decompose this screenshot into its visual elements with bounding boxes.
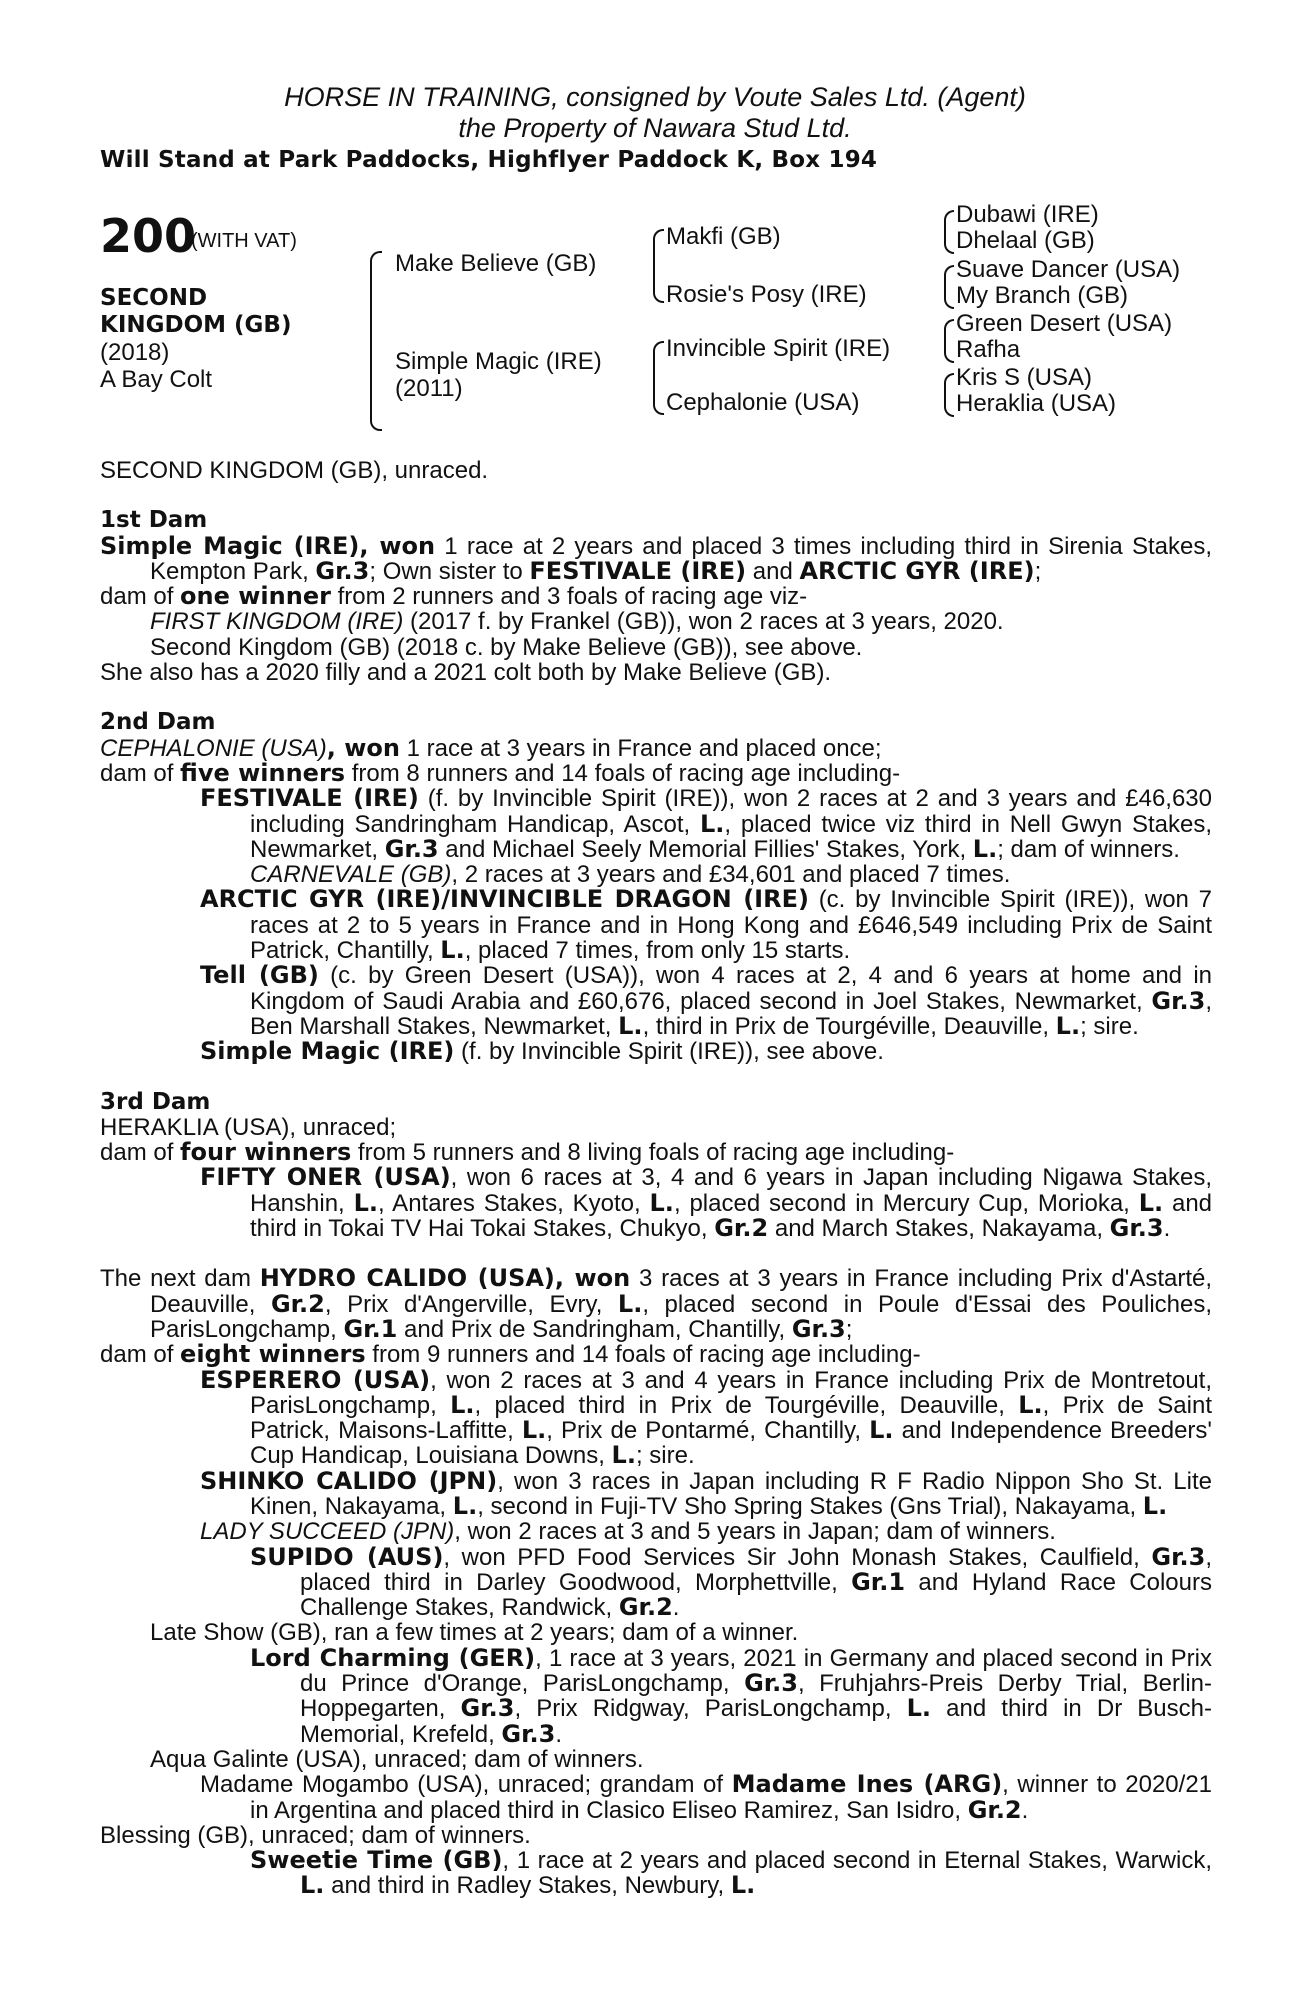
pedigree-dam-sire: Invincible Spirit (IRE) (666, 335, 891, 362)
produce-blessing: Blessing (GB), unraced; dam of winners. (100, 1821, 531, 1849)
pedigree-sds: Suave Dancer (USA) (956, 256, 1181, 283)
produce-arctic-gyr: ARCTIC GYR (IRE)/INVINCIBLE DRAGON (IRE) (c. by Invincible Spirit (IRE)), won 7 races at 2 to 5 years in France and in Hong Kong and £646,549 including Prix de Saint Patrick, Chantilly, L., placed 7 times, from only 15 starts. (200, 885, 1212, 965)
bracket-gen1 (370, 251, 382, 431)
second-dam-heading: 2nd Dam (100, 709, 216, 736)
third-dam-record: HERAKLIA (USA), unraced; (100, 1113, 397, 1141)
horse-name-line1: SECOND (100, 285, 208, 311)
produce-tell: Tell (GB) (c. by Green Desert (USA)), won 4 races at 2, 4 and 6 years at home and in Kingdom of Saudi Arabia and £60,676, placed second in Joel Stakes, Newmarket, Gr.3, Ben Marshall Stakes, Newmarket, L., third in Prix de Tourgéville, Deauville, L.; sire. (200, 961, 1212, 1040)
first-dam-heading: 1st Dam (100, 507, 208, 534)
third-dam-produce-summary: dam of four winners from 5 runners and 8 living foals of racing age including- (100, 1138, 955, 1167)
pedigree-sss: Dubawi (IRE) (956, 201, 1099, 228)
produce-lady-succeed: LADY SUCCEED (JPN), won 2 races at 3 and 5 years in Japan; dam of winners. (200, 1518, 1056, 1546)
pedigree-dam-year: (2011) (395, 375, 463, 402)
first-dam-record: Simple Magic (IRE), won 1 race at 2 years and placed 3 times including third in Sirenia Stakes, Kempton Park, Gr.3; Own sister to FESTIVALE (IRE) and ARCTIC GYR (IRE); (100, 531, 1212, 585)
stand-location: Will Stand at Park Paddocks, Highflyer Paddock K, Box 194 (100, 147, 878, 173)
produce-late-show: Late Show (GB), ran a few times at 2 years; dam of a winner. (150, 1619, 799, 1647)
bracket-gen2-sire (653, 229, 664, 303)
produce-festivale: FESTIVALE (IRE) (f. by Invincible Spirit (IRE)), won 2 races at 2 and 3 years and £46,630 including Sandringham Handicap, Ascot, L., placed twice viz third in Nell Gwyn Stakes, Newmarket, Gr.3 and Michael Seely Memorial Fillies' Stakes, York, L.; dam of winners. (200, 784, 1212, 863)
produce-lord-charming: Lord Charming (GER), 1 race at 3 years, 2021 in Germany and placed second in Prix du Prince d'Orange, ParisLongchamp, Gr.3, Fruhjahrs-Preis Derby Trial, Berlin-Hoppegarten, Gr.3, Prix Ridgway, ParisLongchamp, L. and third in Dr Busch-Memorial, Krefeld, Gr.3. (250, 1643, 1213, 1748)
produce-simple-magic: Simple Magic (IRE) (f. by Invincible Spirit (IRE)), see above. (200, 1037, 884, 1066)
produce-first-kingdom: FIRST KINGDOM (IRE) (2017 f. by Frankel (GB)), won 2 races at 3 years, 2020. (150, 608, 1004, 636)
pedigree-sire-dam: Rosie's Posy (IRE) (666, 281, 867, 308)
third-dam-heading: 3rd Dam (100, 1088, 211, 1115)
second-dam-record: CEPHALONIE (USA), won 1 race at 3 years in France and placed once; (100, 733, 882, 762)
property-line: the Property of Nawara Stud Ltd. (458, 113, 852, 143)
pedigree-ddd: Heraklia (USA) (956, 390, 1117, 417)
produce-sweetie-time: Sweetie Time (GB), 1 race at 2 years and placed second in Eternal Stakes, Warwick, L. and third in Radley Stakes, Newbury, L. (250, 1846, 1212, 1900)
pedigree-ssd: Dhelaal (GB) (956, 227, 1095, 254)
produce-aqua-galinte: Aqua Galinte (USA), unraced; dam of winners. (150, 1745, 644, 1773)
consignor-line: HORSE IN TRAINING, consigned by Voute Sales Ltd. (Agent) (284, 82, 1026, 112)
first-dam-produce-summary: dam of one winner from 2 runners and 3 foals of racing age viz- (100, 582, 808, 611)
pedigree-dss: Green Desert (USA) (956, 310, 1173, 337)
produce-record (100, 458, 1212, 1899)
produce-supido: SUPIDO (AUS), won PFD Food Services Sir John Monash Stakes, Caulfield, Gr.3, placed third in Darley Goodwood, Morphettville, Gr.1 and Hyland Race Colours Challenge Stakes, Randwick, Gr.2. (250, 1542, 1212, 1622)
vat-note: (WITH VAT) (191, 230, 297, 252)
produce-second-kingdom: Second Kingdom (GB) (2018 c. by Make Believe (GB)), see above. (150, 633, 863, 661)
intro-line: SECOND KINGDOM (GB), unraced. (100, 457, 489, 484)
bracket-gen3-1 (944, 210, 954, 254)
produce-shinko-calido: SHINKO CALIDO (JPN), won 3 races in Japan including R F Radio Nippon Sho St. Lite Kinen, Nakayama, L., second in Fuji-TV Sho Spring Stakes (Gns Trial), Nakayama, L. (200, 1466, 1213, 1520)
next-dam-record: The next dam HYDRO CALIDO (USA), won 3 races at 3 years in France including Prix d'Astarté, Deauville, Gr.2, Prix d'Angerville, Evry, L., placed second in Poule d'Essai des Pouliches, ParisLongchamp, Gr.1 and Prix de Sandringham, Chantilly, Gr.3; (100, 1264, 1213, 1343)
produce-fifty-oner: FIFTY ONER (USA), won 6 races at 3, 4 and 6 years in Japan including Nigawa Stakes, Hanshin, L., Antares Stakes, Kyoto, L., placed second in Mercury Cup, Morioka, L. and third in Tokai TV Hai Tokai Stakes, Chukyo, Gr.2 and March Stakes, Nakayama, Gr.3. (200, 1163, 1213, 1243)
lot-number: 200 (100, 209, 197, 263)
pedigree-sire-sire: Makfi (GB) (666, 223, 781, 250)
bracket-gen3-2 (944, 265, 954, 309)
pedigree-dds: Kris S (USA) (956, 364, 1093, 391)
next-dam-produce-summary: dam of eight winners from 9 runners and 14 foals of racing age including- (100, 1340, 921, 1369)
catalogue-page (100, 82, 1210, 445)
bracket-gen3-4 (944, 373, 954, 417)
produce-esperero: ESPERERO (USA), won 2 races at 3 and 4 years in France including Prix de Montretout, ParisLongchamp, L., placed third in Prix de Tourgéville, Deauville, L., Prix de Saint Patrick, Maisons-Laffitte, L., Prix de Pontarmé, Chantilly, L. and Independence Breeders' Cup Handicap, Louisiana Downs, L.; sire. (200, 1365, 1212, 1470)
produce-carnevale: CARNEVALE (GB), 2 races at 3 years and £34,601 and placed 7 times. (250, 861, 1011, 889)
first-dam-also: She also has a 2020 filly and a 2021 colt both by Make Believe (GB). (100, 659, 832, 687)
bracket-gen3-3 (944, 319, 954, 363)
pedigree-dam: Simple Magic (IRE) (395, 348, 602, 375)
pedigree-dsd: Rafha (956, 336, 1021, 363)
horse-year: (2018) (100, 339, 170, 366)
horse-info (100, 285, 291, 393)
horse-desc: A Bay Colt (100, 366, 213, 393)
pedigree-table (100, 201, 1210, 445)
pedigree-dam-dam: Cephalonie (USA) (666, 389, 860, 416)
bracket-gen2-dam (653, 341, 664, 415)
horse-name-line2: KINGDOM (GB) (100, 312, 292, 338)
pedigree-sdd: My Branch (GB) (956, 282, 1129, 309)
produce-madame-mogambo: Madame Mogambo (USA), unraced; grandam of Madame Ines (ARG), winner to 2020/21 in Argentina and placed third in Clasico Eliseo Ramirez, San Isidro, Gr.2. (200, 1770, 1213, 1824)
pedigree-sire: Make Believe (GB) (395, 250, 597, 277)
second-dam-produce-summary: dam of five winners from 8 runners and 14 foals of racing age including- (100, 758, 901, 787)
